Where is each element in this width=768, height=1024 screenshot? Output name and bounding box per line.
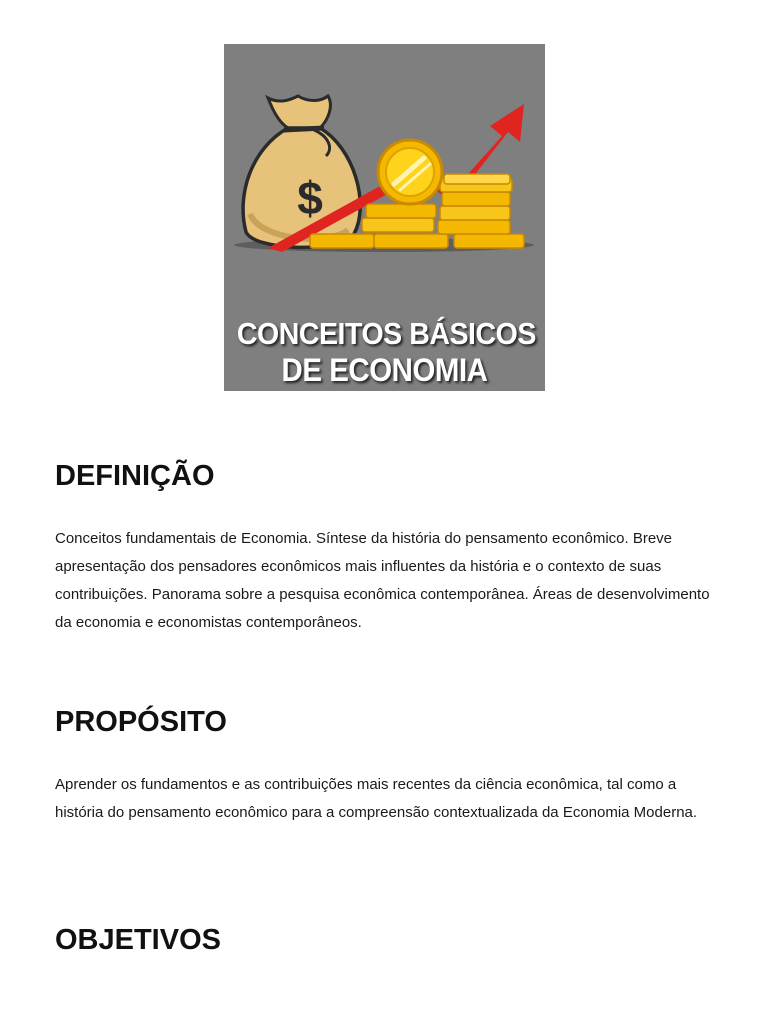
heading-definicao: DEFINIÇÃO: [55, 460, 215, 492]
money-growth-illustration: [224, 44, 545, 304]
proposito-text: Aprender os fundamentos e as contribuições mais recentes da ciência econômica, tal como a história do pensamento econômico para a compreensão contextualizada da Economia Moderna.: [55, 776, 698, 821]
cover-title-line2: DE ECONOMIA: [281, 352, 488, 388]
heading-proposito: PROPÓSITO: [55, 706, 227, 738]
heading-objetivos: OBJETIVOS: [55, 924, 221, 956]
cover-title-line1: CONCEITOS BÁSICOS: [236, 316, 536, 351]
definicao-text: Conceitos fundamentais de Economia. Síntese da história do pensamento econômico. Breve apresentação dos pensadores econômicos mais influentes da história e o contexto de suas contribuições. Panorama sobre a pesquisa econômica contemporânea. Áreas de desenvolvimento da economia e economistas contemporâneos.: [55, 530, 710, 631]
dollar-sign-icon: $: [297, 172, 323, 224]
cover-image: [224, 44, 545, 391]
money-bag-icon: [243, 96, 360, 247]
